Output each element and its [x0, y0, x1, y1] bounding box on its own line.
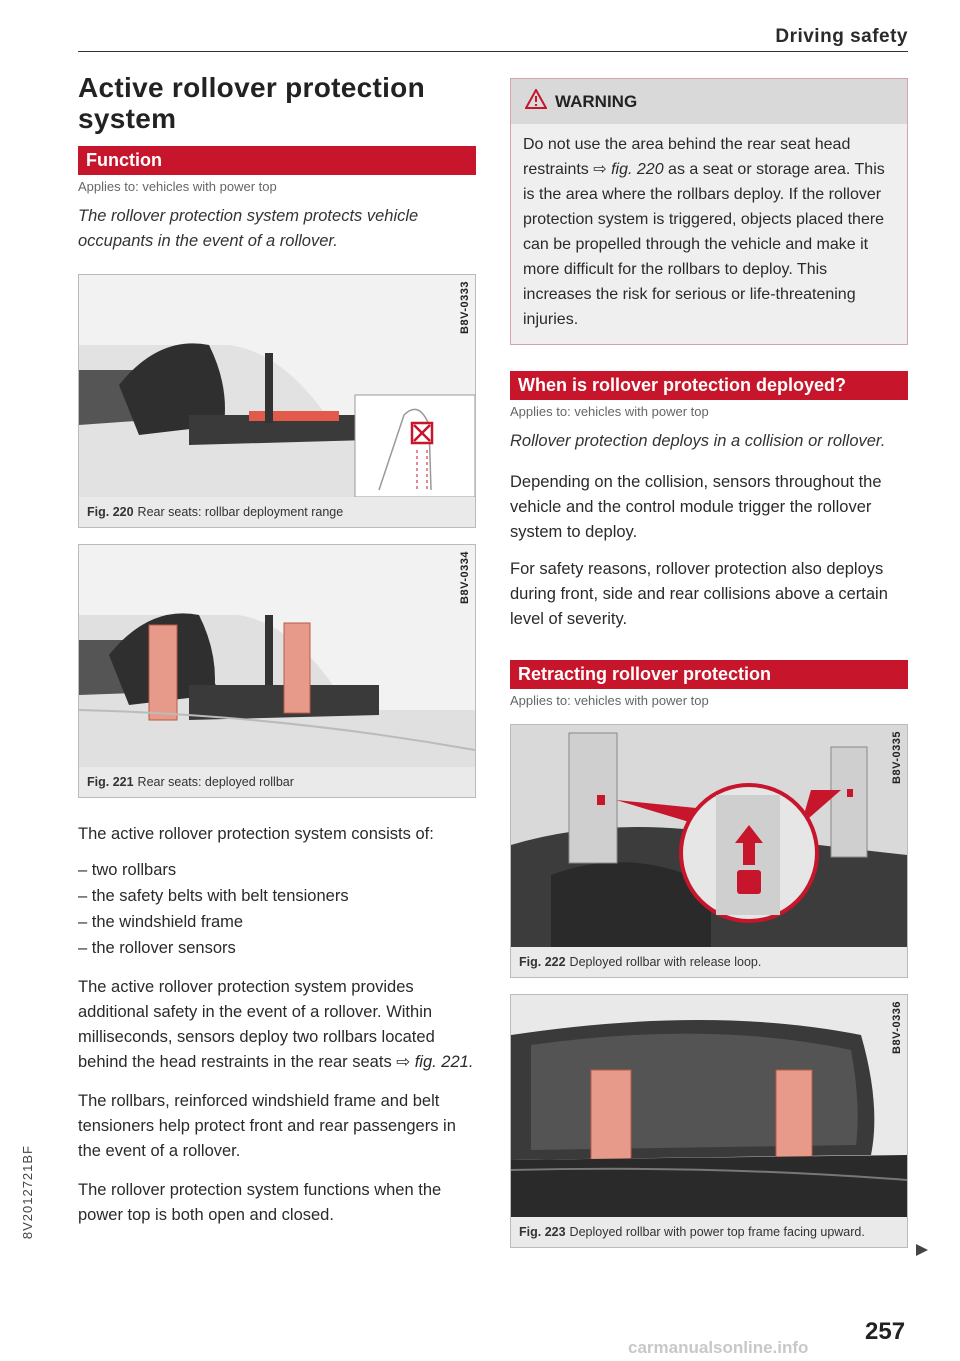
- figure-220-illustration: [79, 275, 475, 497]
- list-item: – two rollbars: [78, 861, 177, 879]
- figure-223-code: B8V-0336: [891, 1001, 903, 1054]
- lead-text: Rollover protection deploys in a collision or rollover.: [510, 432, 886, 450]
- warning-box: [510, 78, 908, 345]
- safety-paragraph: For safety reasons, rollover protection also deploys during front, side and rear collisions above a certain level of severity.: [510, 560, 888, 628]
- figure-221-caption: [79, 767, 475, 797]
- figure-221-text: Rear seats: deployed rollbar: [137, 775, 294, 789]
- warning-header: [511, 79, 907, 124]
- figure-223-number: Fig. 223: [519, 1225, 566, 1239]
- applies-note: Applies to: vehicles with power top: [510, 693, 709, 708]
- figure-223-text: Deployed rollbar with power top frame facing upward.: [569, 1225, 865, 1239]
- figure-221-number: Fig. 221: [87, 775, 134, 789]
- right-column: [510, 78, 908, 1248]
- functions-paragraph: The rollover protection system functions when the power top is both open and closed.: [78, 1181, 442, 1224]
- provides-text: The active rollover protection system provides additional safety in the event of a rollover. Within milliseconds, sensors deploy two rollbars located behind the head restraints in the rear seats: [78, 978, 435, 1071]
- section-band-retracting: Retracting rollover protection: [510, 660, 908, 689]
- warning-text-a: Do not use the area behind the rear seat head restraints: [523, 136, 851, 178]
- component-list: [78, 857, 476, 961]
- figure-221-code: B8V-0334: [459, 551, 471, 604]
- watermark: carmanualsonline.info: [628, 1338, 809, 1357]
- warning-text: [511, 124, 907, 344]
- figure-223-caption: [511, 1217, 907, 1247]
- applies-note: Applies to: vehicles with power top: [78, 179, 277, 194]
- figure-222-illustration: [511, 725, 907, 947]
- figure-222-number: Fig. 222: [519, 955, 566, 969]
- figure-220-code: B8V-0333: [459, 281, 471, 334]
- list-item: – the rollover sensors: [78, 939, 236, 957]
- page-number: 257: [865, 1318, 906, 1345]
- figure-221-illustration: [79, 545, 475, 767]
- list-item: – the safety belts with belt tensioners: [78, 887, 349, 905]
- warning-text-b: as a seat or storage area. This is the area where the rollbars deploy. If the rollover protection system is triggered, objects placed there can be propelled through the vehicle and make it more difficult for the rollbars to deploy. This increases the risk for serious or life-threatening injuries.: [523, 161, 885, 328]
- depending-paragraph: Depending on the collision, sensors throughout the vehicle and the control module trigger the rollover system to deploy.: [510, 473, 882, 541]
- header-rule: [78, 51, 908, 52]
- provides-paragraph: [78, 975, 476, 1075]
- doc-code: 8V2012721BF: [20, 1145, 35, 1240]
- continue-arrow-icon: [914, 1243, 930, 1262]
- running-title: Driving safety: [775, 26, 908, 47]
- figure-220: [78, 274, 476, 528]
- figure-220-caption: [79, 497, 475, 527]
- figure-220-text: Rear seats: rollbar deployment range: [137, 505, 344, 519]
- lead-text: The rollover protection system protects vehicle occupants in the event of a rollover.: [78, 207, 419, 250]
- section-band-deployed: When is rollover protection deployed?: [510, 371, 908, 400]
- figure-222: [510, 724, 908, 978]
- figure-220-number: Fig. 220: [87, 505, 134, 519]
- section-band-function: Function: [78, 146, 476, 175]
- figure-221: [78, 544, 476, 798]
- left-column: [78, 72, 476, 1228]
- applies-note: Applies to: vehicles with power top: [510, 404, 709, 419]
- warning-label: WARNING: [555, 91, 638, 111]
- figure-223: [510, 994, 908, 1248]
- fig-220-link[interactable]: ⇨ fig. 220: [593, 161, 664, 178]
- figure-222-text: Deployed rollbar with release loop.: [569, 955, 762, 969]
- reinforced-paragraph: The rollbars, reinforced windshield frame and belt tensioners help protect front and rear passengers in the event of a rollover.: [78, 1092, 456, 1160]
- consists-paragraph: The active rollover protection system consists of:: [78, 825, 434, 843]
- page-title: Active rollover protection system: [78, 72, 425, 134]
- figure-222-code: B8V-0335: [891, 731, 903, 784]
- fig-221-link[interactable]: ⇨ fig. 221.: [396, 1053, 474, 1071]
- figure-222-caption: [511, 947, 907, 977]
- list-item: – the windshield frame: [78, 913, 244, 931]
- figure-223-illustration: [511, 995, 907, 1217]
- warning-triangle-icon: [525, 89, 547, 114]
